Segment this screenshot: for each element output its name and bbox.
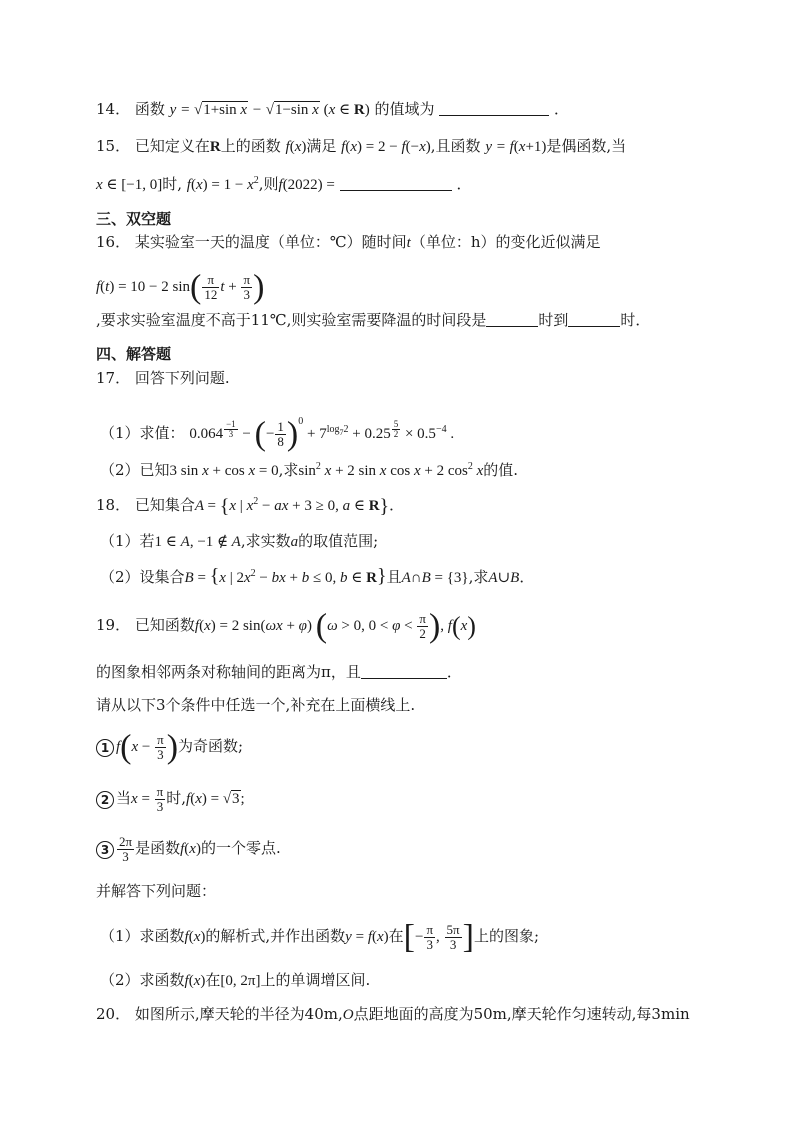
question-number: 17．: [96, 369, 131, 387]
question-17-part1: [100, 400, 698, 453]
question-19-part2: [100, 969, 698, 992]
text: （1）求值：: [100, 424, 185, 442]
formula: 1 ∈ A, −1 ∉ A: [154, 534, 241, 550]
text: 满足: [306, 137, 337, 155]
text: 的图象相邻两条对称轴间的距离为π，且: [96, 663, 361, 681]
text: ．: [446, 663, 462, 681]
answer-blank[interactable]: [439, 101, 549, 116]
formula: 3 sin x + cos x = 0: [169, 463, 279, 479]
text: 是偶函数,当: [546, 137, 627, 155]
question-15: 15． 已知定义在R上的函数 f(x)满足 f(x) = 2 − f(−x),且函数 y = f(x+1)是偶函数,当: [96, 137, 627, 155]
text: （2）设集合: [100, 568, 185, 586]
formula: 0.064 $^{\frac{-1}{3}}$ − (− $\frac{1}{8}$ )$^0 + 7^{log_72} + 0.25$ $^{\frac{5}{2}}$ × $0.5^{-4}$ .: [189, 415, 455, 453]
formula: f(x) = 2 sin(ωx + φ) (ω > 0, 0 < φ < $\frac{\pi}{2}$ ), f(x): [194, 607, 476, 645]
text: 的解析式,并作出函数: [205, 927, 346, 945]
text: （单位：h）的变化近似满足: [410, 233, 601, 251]
question-18-part2: [100, 563, 698, 589]
text: 当: [116, 789, 132, 807]
question-16-line3: [96, 309, 698, 331]
formula-range: y = √1+sin x − √1−sin x (x ∈ R): [169, 102, 370, 118]
formula: y = f(x): [345, 929, 389, 945]
text: ,要求实验室温度不高于11℃,则实验室需要降温的时间段是: [96, 311, 487, 329]
formula: f(x) = √3;: [186, 791, 245, 807]
formula: $f(x) = 1 - x^2$: [186, 175, 259, 193]
text: 时,: [162, 175, 183, 193]
question-19-line4: 并解答下列问题：: [96, 882, 217, 900]
text: 在: [388, 927, 404, 945]
formula: A∪B: [488, 570, 520, 586]
condition-1: [96, 724, 698, 768]
text: 为奇函数;: [178, 737, 244, 755]
section-heading: 三、双空题: [96, 210, 172, 228]
answer-blank-2[interactable]: [568, 312, 620, 327]
formula: f(2022) =: [278, 177, 335, 193]
text: 且: [386, 568, 402, 586]
question-number: 16．: [96, 233, 131, 251]
answer-blank-1[interactable]: [486, 312, 538, 327]
text: 的一个零点.: [200, 839, 281, 857]
text: 在: [205, 971, 221, 989]
variable: O: [342, 1007, 354, 1023]
formula: A∩B = {3}: [401, 570, 469, 586]
text: ,求: [278, 461, 299, 479]
question-number: 19．: [96, 616, 131, 634]
text: （1）求函数: [100, 927, 185, 945]
circled-3-icon: 3: [96, 841, 114, 859]
text: 已知定义在: [134, 137, 210, 155]
question-17: [96, 367, 698, 389]
text: 时,: [166, 789, 187, 807]
text: 已知函数: [134, 616, 195, 634]
circled-1-icon: 1: [96, 739, 114, 757]
question-20: [96, 1003, 698, 1026]
text: 回答下列问题.: [134, 369, 230, 387]
text: 点距地面的高度为50m,摩天轮作匀速转动,每3min: [353, 1005, 690, 1023]
variable: t: [406, 235, 411, 251]
formula: $\frac{2\pi}{3}$: [119, 834, 133, 865]
formula: x = $\frac{\pi}{3}$: [131, 784, 164, 815]
formula: $\sin^2 x + 2$ sin x cos x + 2 $\cos^2 x$: [298, 461, 484, 479]
question-number: 15．: [96, 137, 131, 155]
text: 的值.: [483, 461, 519, 479]
text: （1）若: [100, 532, 155, 550]
formula: f(x): [184, 973, 206, 989]
text: 如图所示,摩天轮的半径为40m,: [134, 1005, 343, 1023]
text: 时到: [538, 311, 569, 329]
text: 上的单调增区间.: [260, 971, 371, 989]
question-15-line2: [96, 170, 698, 196]
text: 的值域为: [374, 100, 435, 118]
formula: [0, 2π]: [220, 973, 261, 989]
question-number: 14．: [96, 100, 131, 118]
question-16-formula: [96, 266, 698, 306]
text: ,且函数: [430, 137, 481, 155]
text: ,求实数: [240, 532, 291, 550]
text: 的取值范围;: [298, 532, 379, 550]
text: 已知集合: [134, 496, 195, 514]
formula: f(x): [184, 929, 206, 945]
text: （2）已知: [100, 461, 170, 479]
text: ,则: [258, 175, 279, 193]
answer-blank[interactable]: [340, 176, 452, 191]
text: （2）求函数: [100, 971, 185, 989]
text: ．: [456, 175, 472, 193]
formula: f(x) = 2 − f(−x): [341, 139, 431, 155]
question-number: 20．: [96, 1005, 131, 1023]
question-19: [96, 603, 698, 647]
formula: y = f(x+1): [485, 139, 547, 155]
condition-2: [96, 776, 698, 820]
text: 函数: [134, 100, 165, 118]
question-17-part2: [100, 456, 698, 482]
circled-2-icon: 2: [96, 791, 114, 809]
formula: f(x − $\frac{\pi}{3}$ ): [116, 728, 179, 766]
text: ．: [554, 100, 570, 118]
question-number: 18．: [96, 496, 131, 514]
formula: x ∈ [−1, 0]: [96, 177, 163, 193]
question-14: [96, 98, 698, 121]
formula: B = {x | $2x^2$ − bx + b ≤ 0, b ∈ R}: [184, 565, 387, 587]
question-16: [96, 231, 698, 254]
text: 是函数: [135, 839, 181, 857]
section-heading: 四、解答题: [96, 345, 172, 363]
text: 上的函数: [220, 137, 281, 155]
answer-blank[interactable]: [361, 664, 447, 679]
formula: f(x): [285, 139, 307, 155]
question-19-part1: [100, 914, 698, 958]
question-18-part1: [100, 530, 698, 553]
formula: f(t) = 10 − 2 sin( $\frac{\pi}{12}$ t + $\frac{\pi}{3}$ ): [96, 268, 265, 306]
formula: f(x): [180, 841, 201, 857]
text: 上的图象;: [473, 927, 540, 945]
question-18: [96, 491, 698, 518]
question-19-line3: 请从以下3个条件中任选一个,补充在上面横线上.: [96, 696, 416, 714]
text: ．: [389, 496, 405, 514]
text: 时．: [620, 311, 651, 329]
variable: a: [290, 534, 299, 550]
text: ．: [519, 568, 535, 586]
formula: A = {x | $x^2$ − ax + 3 ≥ 0, a ∈ R}: [194, 495, 390, 518]
question-19-line2: [96, 661, 698, 683]
formula: [− $\frac{\pi}{3}$ , $\frac{5\pi}{3}$ ]: [403, 918, 474, 956]
text: ,求: [468, 568, 489, 586]
condition-3: [96, 826, 698, 870]
text: 某实验室一天的温度（单位：℃）随时间: [134, 233, 407, 251]
